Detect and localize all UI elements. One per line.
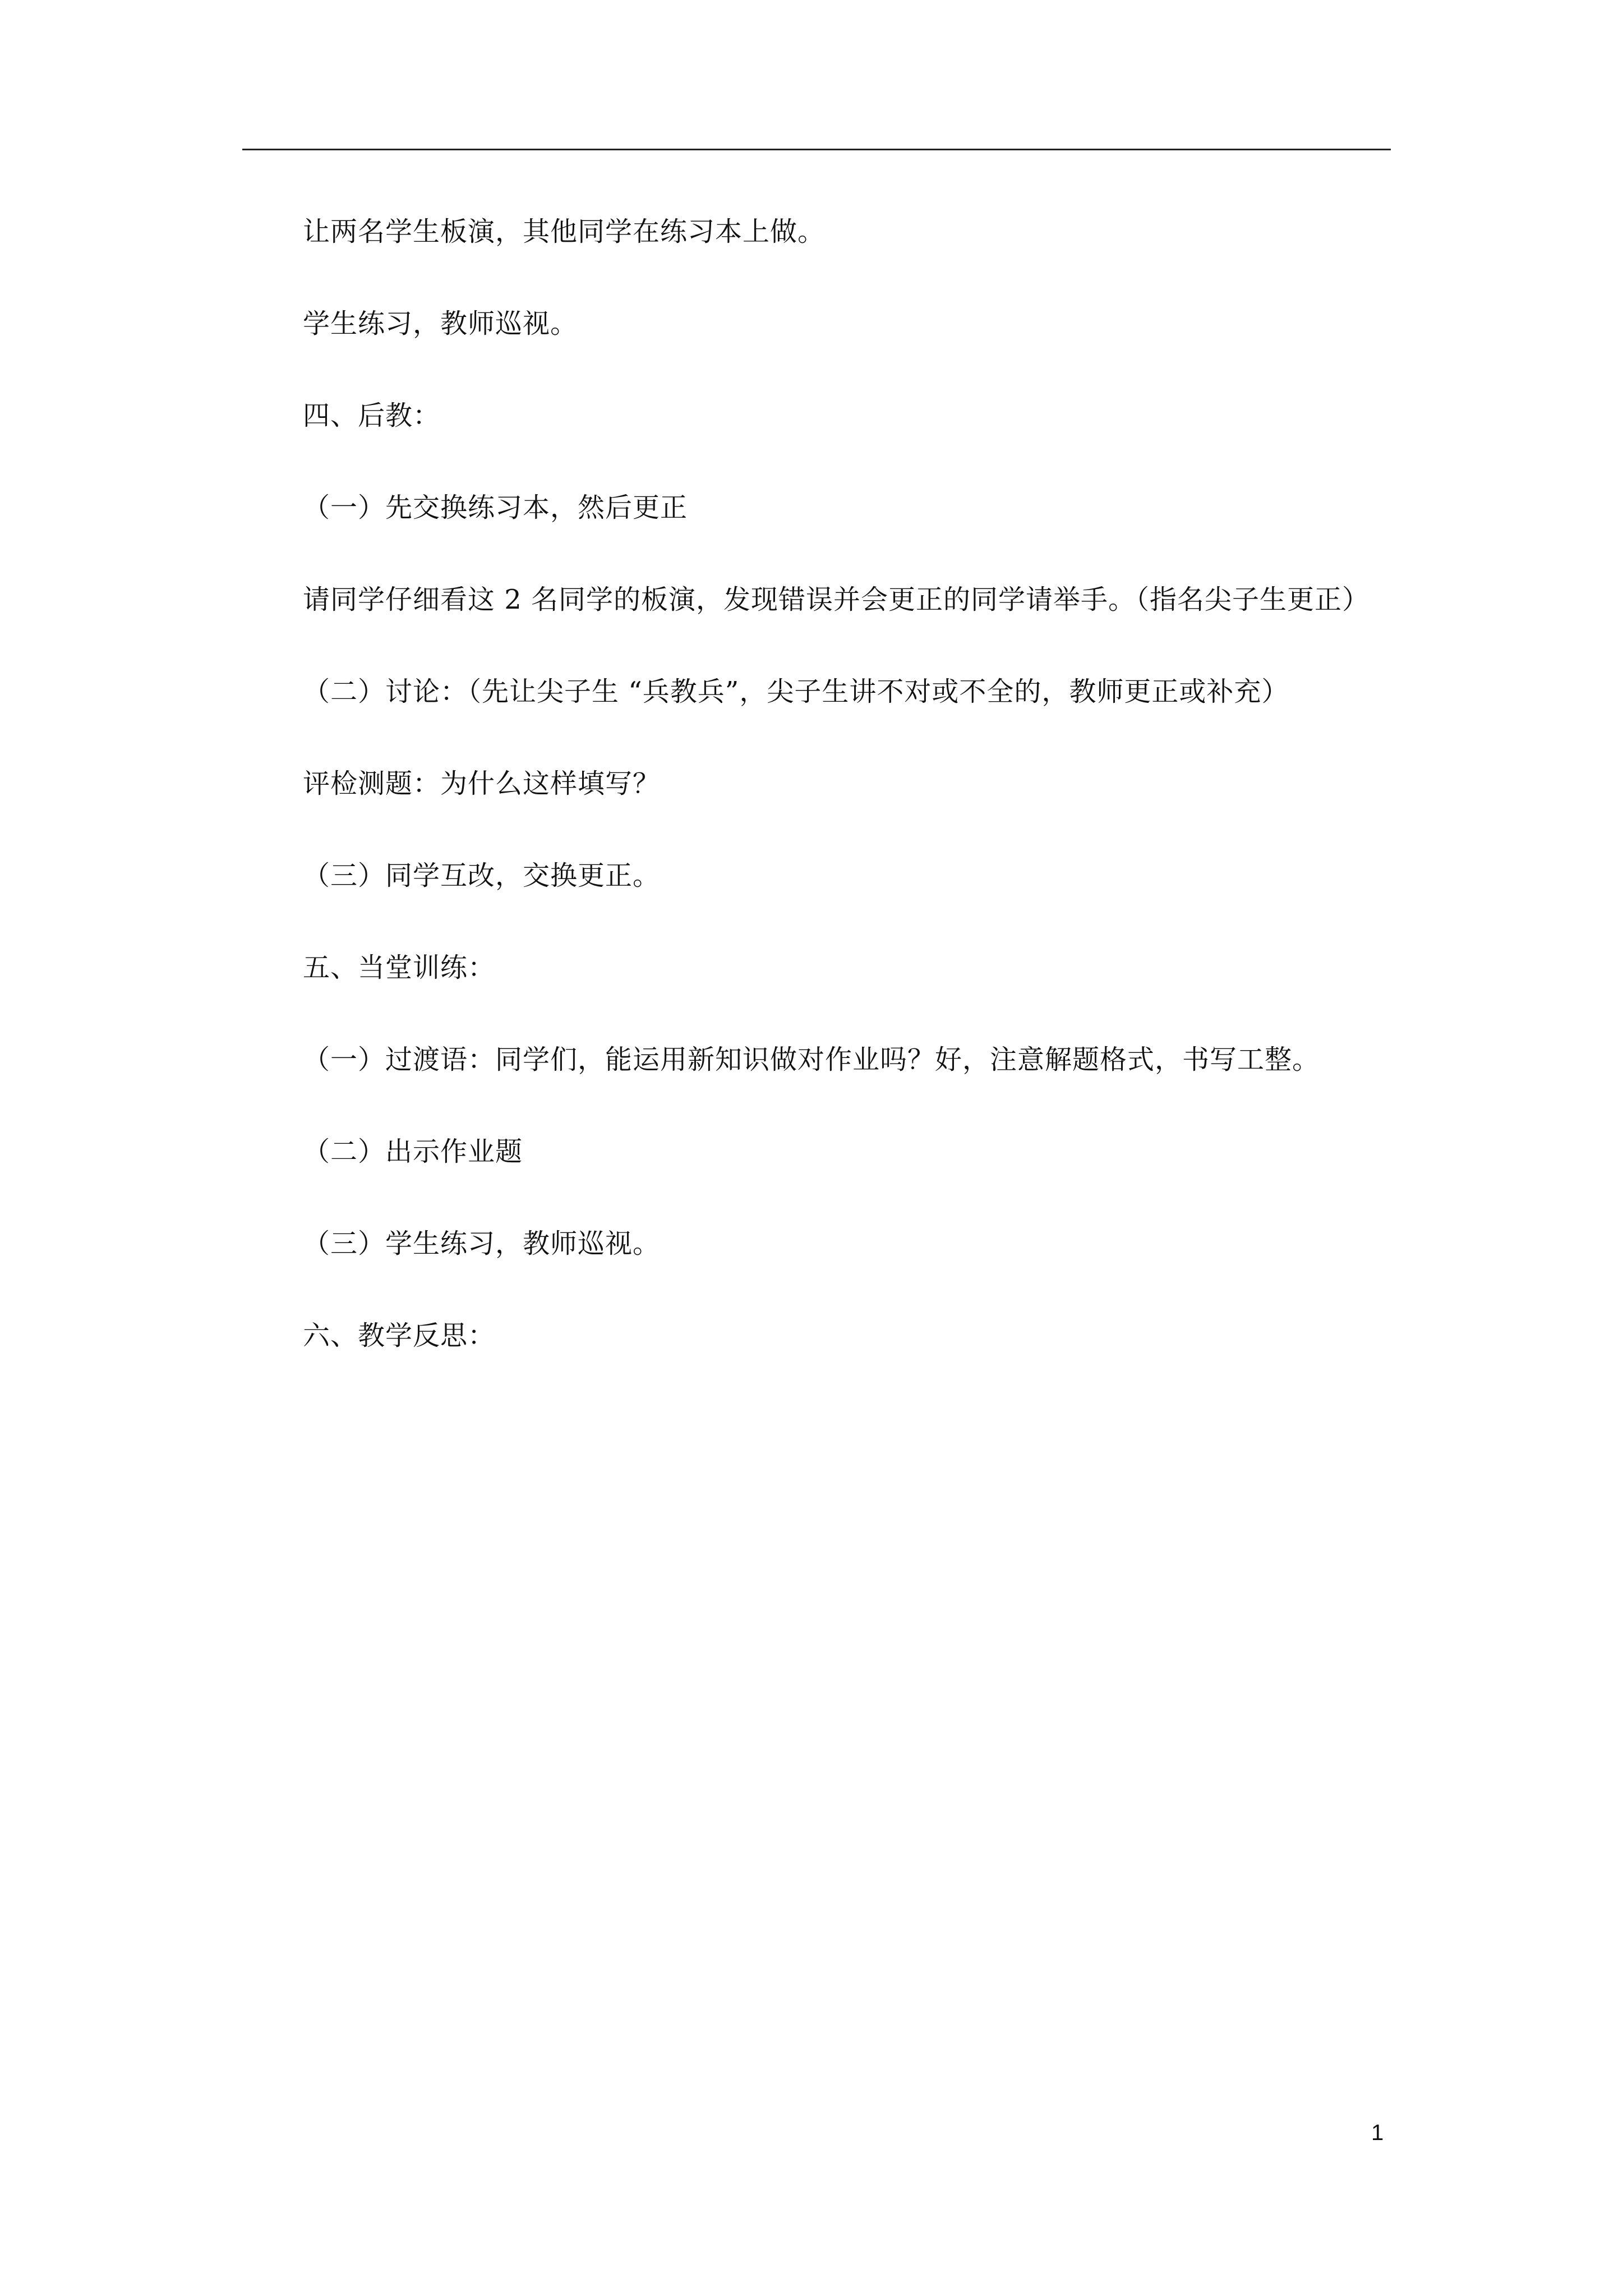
paragraph-check-board-work: 请同学仔细看这 2 名同学的板演，发现错误并会更正的同学请举手。（指名尖子生更正） <box>303 584 1370 615</box>
heading-section-five: 五、当堂训练： <box>303 952 496 983</box>
paragraph-peer-correction: （三）同学互改，交换更正。 <box>303 860 661 891</box>
paragraph-discussion: （二）讨论：（先让尖子生 “兵教兵”，尖子生讲不对或不全的，教师更正或补充） <box>303 676 1289 707</box>
header-rule <box>242 149 1391 150</box>
paragraph-exchange-workbooks: （一）先交换练习本，然后更正 <box>303 492 688 523</box>
paragraph-review-question: 评检测题：为什么这样填写？ <box>303 768 661 799</box>
paragraph-student-exercise: （三）学生练习，教师巡视。 <box>303 1228 661 1259</box>
paragraph-show-homework: （二）出示作业题 <box>303 1136 523 1167</box>
page-number: 1 <box>1371 2120 1384 2145</box>
paragraph-board-practice: 让两名学生板演，其他同学在练习本上做。 <box>303 216 826 247</box>
paragraph-transition: （一）过渡语：同学们，能运用新知识做对作业吗？好，注意解题格式，书写工整。 <box>303 1044 1320 1075</box>
heading-section-six: 六、教学反思： <box>303 1320 496 1351</box>
heading-section-four: 四、后教： <box>303 400 441 431</box>
paragraph-student-practice: 学生练习，教师巡视。 <box>303 308 578 339</box>
